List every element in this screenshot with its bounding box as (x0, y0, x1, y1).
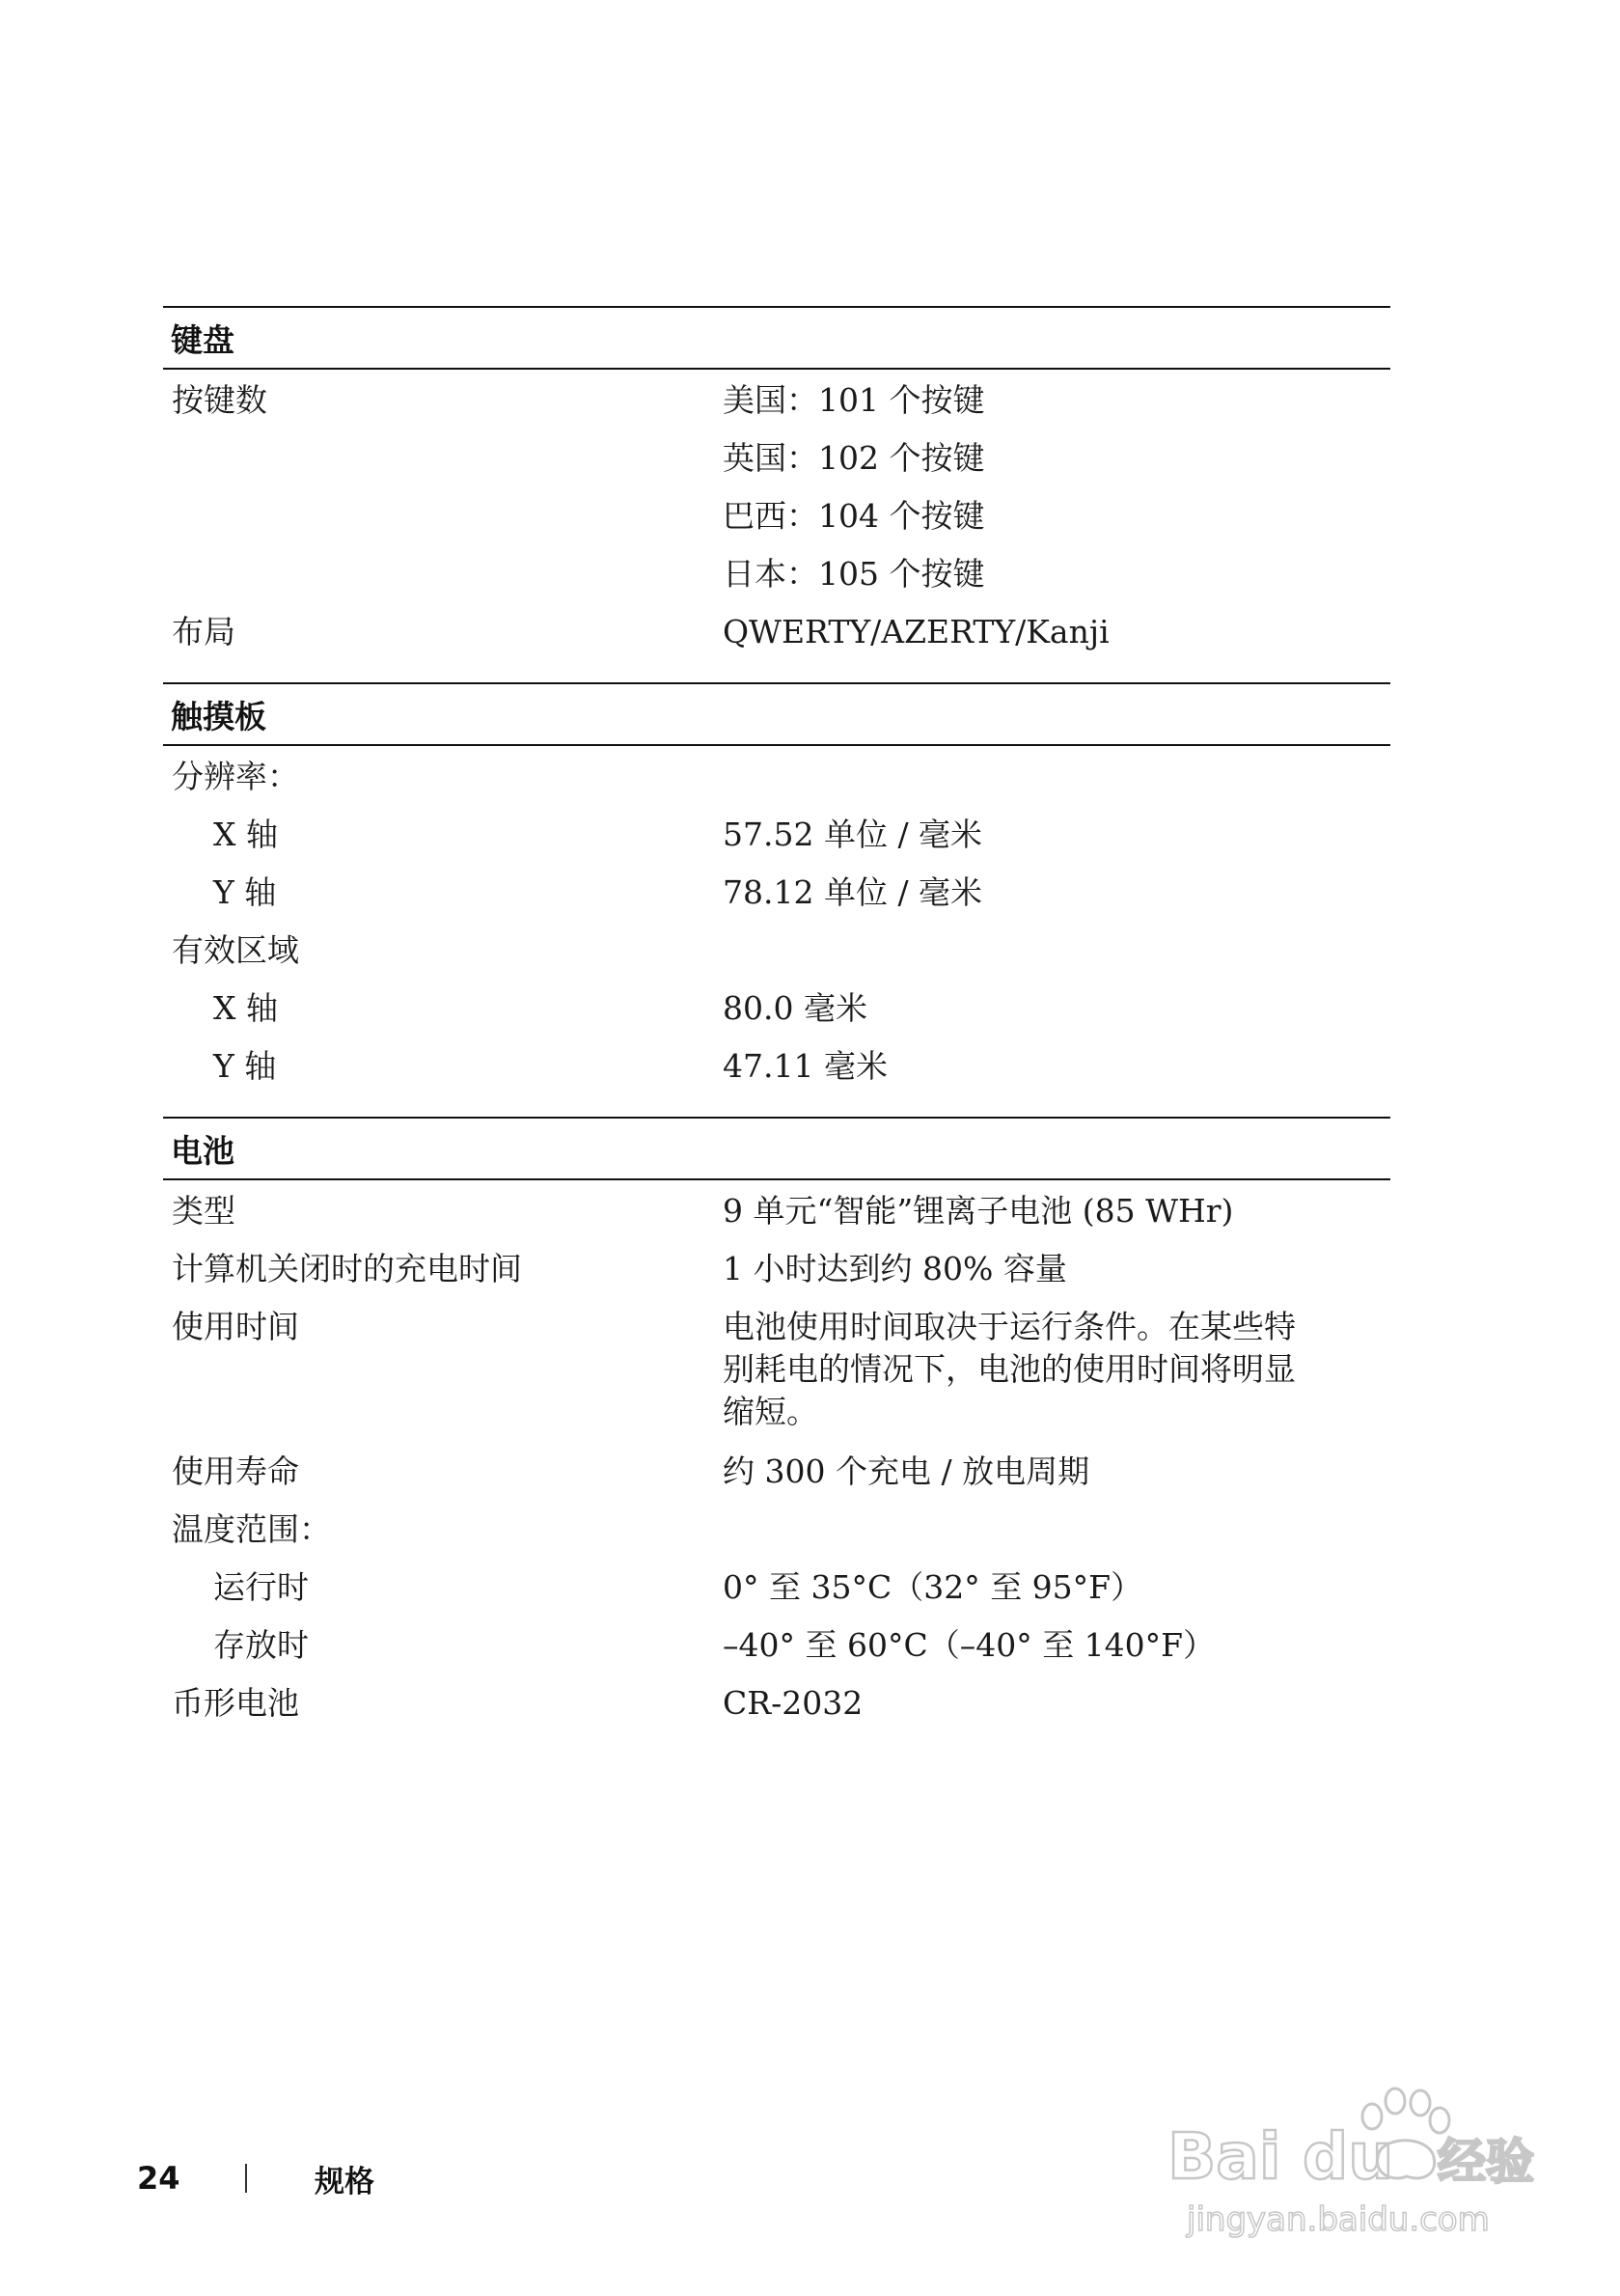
spec-label-res-y: Y 轴 (213, 873, 277, 911)
spec-label-coin: 币形电池 (172, 1684, 299, 1722)
battery-section-body (163, 1180, 1390, 1754)
spec-row-temp (163, 1501, 1390, 1559)
spec-row-coin (163, 1674, 1390, 1732)
spec-label-usage: 使用时间 (172, 1308, 299, 1345)
spec-label-charge: 计算机关闭时的充电时间 (172, 1250, 522, 1287)
spec-label-keys: 按键数 (172, 381, 267, 419)
spec-label-area: 有效区域 (172, 931, 299, 969)
baidu-watermark-logo (1148, 2061, 1553, 2254)
spec-row-area-x (163, 980, 1390, 1037)
svg-text:Bai: Bai (1167, 2119, 1281, 2194)
spec-value-operating: 0° 至 35°C（32° 至 95°F） (723, 1568, 1143, 1606)
spec-document (163, 306, 1390, 1754)
spec-value-storage: –40° 至 60°C（–40° 至 140°F） (723, 1626, 1216, 1664)
spec-value-usage-line: 电池使用时间取决于运行条件。在某些特 (723, 1308, 1296, 1345)
spec-row-area-y (163, 1037, 1390, 1095)
spec-row-res-x (163, 806, 1390, 864)
spec-label-temp: 温度范围： (172, 1510, 331, 1548)
spec-value-empty (723, 748, 1390, 806)
spec-label-empty (163, 545, 723, 603)
spec-row-keys-jp (163, 545, 1390, 603)
spec-label-operating: 运行时 (213, 1568, 309, 1606)
keyboard-section (163, 306, 1390, 682)
spec-label-resolution: 分辨率： (172, 758, 299, 795)
spec-label-res-x: X 轴 (213, 816, 278, 853)
spec-value-area-y: 47.11 毫米 (723, 1047, 888, 1085)
touchpad-section-body (163, 746, 1390, 1117)
spec-value-keys-us: 美国：101 个按键 (723, 381, 985, 419)
spec-row-resolution (163, 748, 1390, 806)
page-number: 24 (137, 2160, 180, 2197)
spec-value-charge: 1 小时达到约 80% 容量 (723, 1250, 1067, 1287)
spec-row-usage (163, 1298, 1390, 1443)
svg-text:jingyan.baidu.com: jingyan.baidu.com (1187, 2200, 1490, 2239)
spec-value-empty (723, 1501, 1390, 1559)
spec-label-storage: 存放时 (213, 1626, 309, 1664)
spec-value-type: 9 单元“智能”锂离子电池 (85 WHr) (723, 1192, 1234, 1230)
battery-section (163, 1117, 1390, 1754)
spec-value-usage (723, 1298, 1390, 1443)
spec-row-storage (163, 1617, 1390, 1674)
spec-value-res-x: 57.52 单位 / 毫米 (723, 816, 983, 853)
spec-row-keys-uk (163, 429, 1390, 487)
section-title-battery: 电池 (163, 1117, 1390, 1180)
spec-value-keys-uk: 英国：102 个按键 (723, 439, 985, 477)
spec-value-keys-br: 巴西：104 个按键 (723, 497, 985, 535)
spec-value-area-x: 80.0 毫米 (723, 989, 867, 1027)
spec-value-usage-line: 别耗电的情况下，电池的使用时间将明显 (723, 1350, 1296, 1388)
spec-value-usage-line: 缩短。 (723, 1393, 818, 1430)
spec-label-area-y: Y 轴 (213, 1047, 277, 1085)
spec-row-type (163, 1182, 1390, 1240)
touchpad-section (163, 682, 1390, 1117)
spec-row-operating (163, 1559, 1390, 1617)
spec-value-empty (723, 922, 1390, 980)
spec-label-empty (163, 487, 723, 545)
spec-row-res-y (163, 864, 1390, 922)
spec-value-coin: CR-2032 (723, 1684, 864, 1722)
baidu-paw-logo-icon (1148, 2061, 1553, 2254)
spec-row-life (163, 1443, 1390, 1501)
spec-row-keys-br (163, 487, 1390, 545)
spec-row-keys (163, 372, 1390, 429)
spec-value-layout: QWERTY/AZERTY/Kanji (723, 613, 1110, 650)
section-title-keyboard: 键盘 (163, 306, 1390, 370)
footer-divider (245, 2164, 247, 2193)
page-footer (137, 2154, 374, 2202)
keyboard-section-body (163, 370, 1390, 682)
spec-value-res-y: 78.12 单位 / 毫米 (723, 873, 983, 911)
section-title-touchpad: 触摸板 (163, 682, 1390, 746)
spec-label-layout: 布局 (172, 613, 235, 650)
spec-row-area (163, 922, 1390, 980)
svg-text:du: du (1303, 2119, 1394, 2194)
spec-label-empty (163, 429, 723, 487)
spec-value-keys-jp: 日本：105 个按键 (723, 555, 985, 593)
chapter-title: 规格 (315, 2164, 374, 2199)
spec-label-area-x: X 轴 (213, 989, 278, 1027)
spec-row-layout (163, 603, 1390, 661)
spec-value-life: 约 300 个充电 / 放电周期 (723, 1452, 1090, 1490)
spec-row-charge (163, 1240, 1390, 1298)
spec-label-life: 使用寿命 (172, 1452, 299, 1490)
spec-label-type: 类型 (172, 1192, 235, 1230)
svg-text:经验: 经验 (1438, 2134, 1534, 2190)
